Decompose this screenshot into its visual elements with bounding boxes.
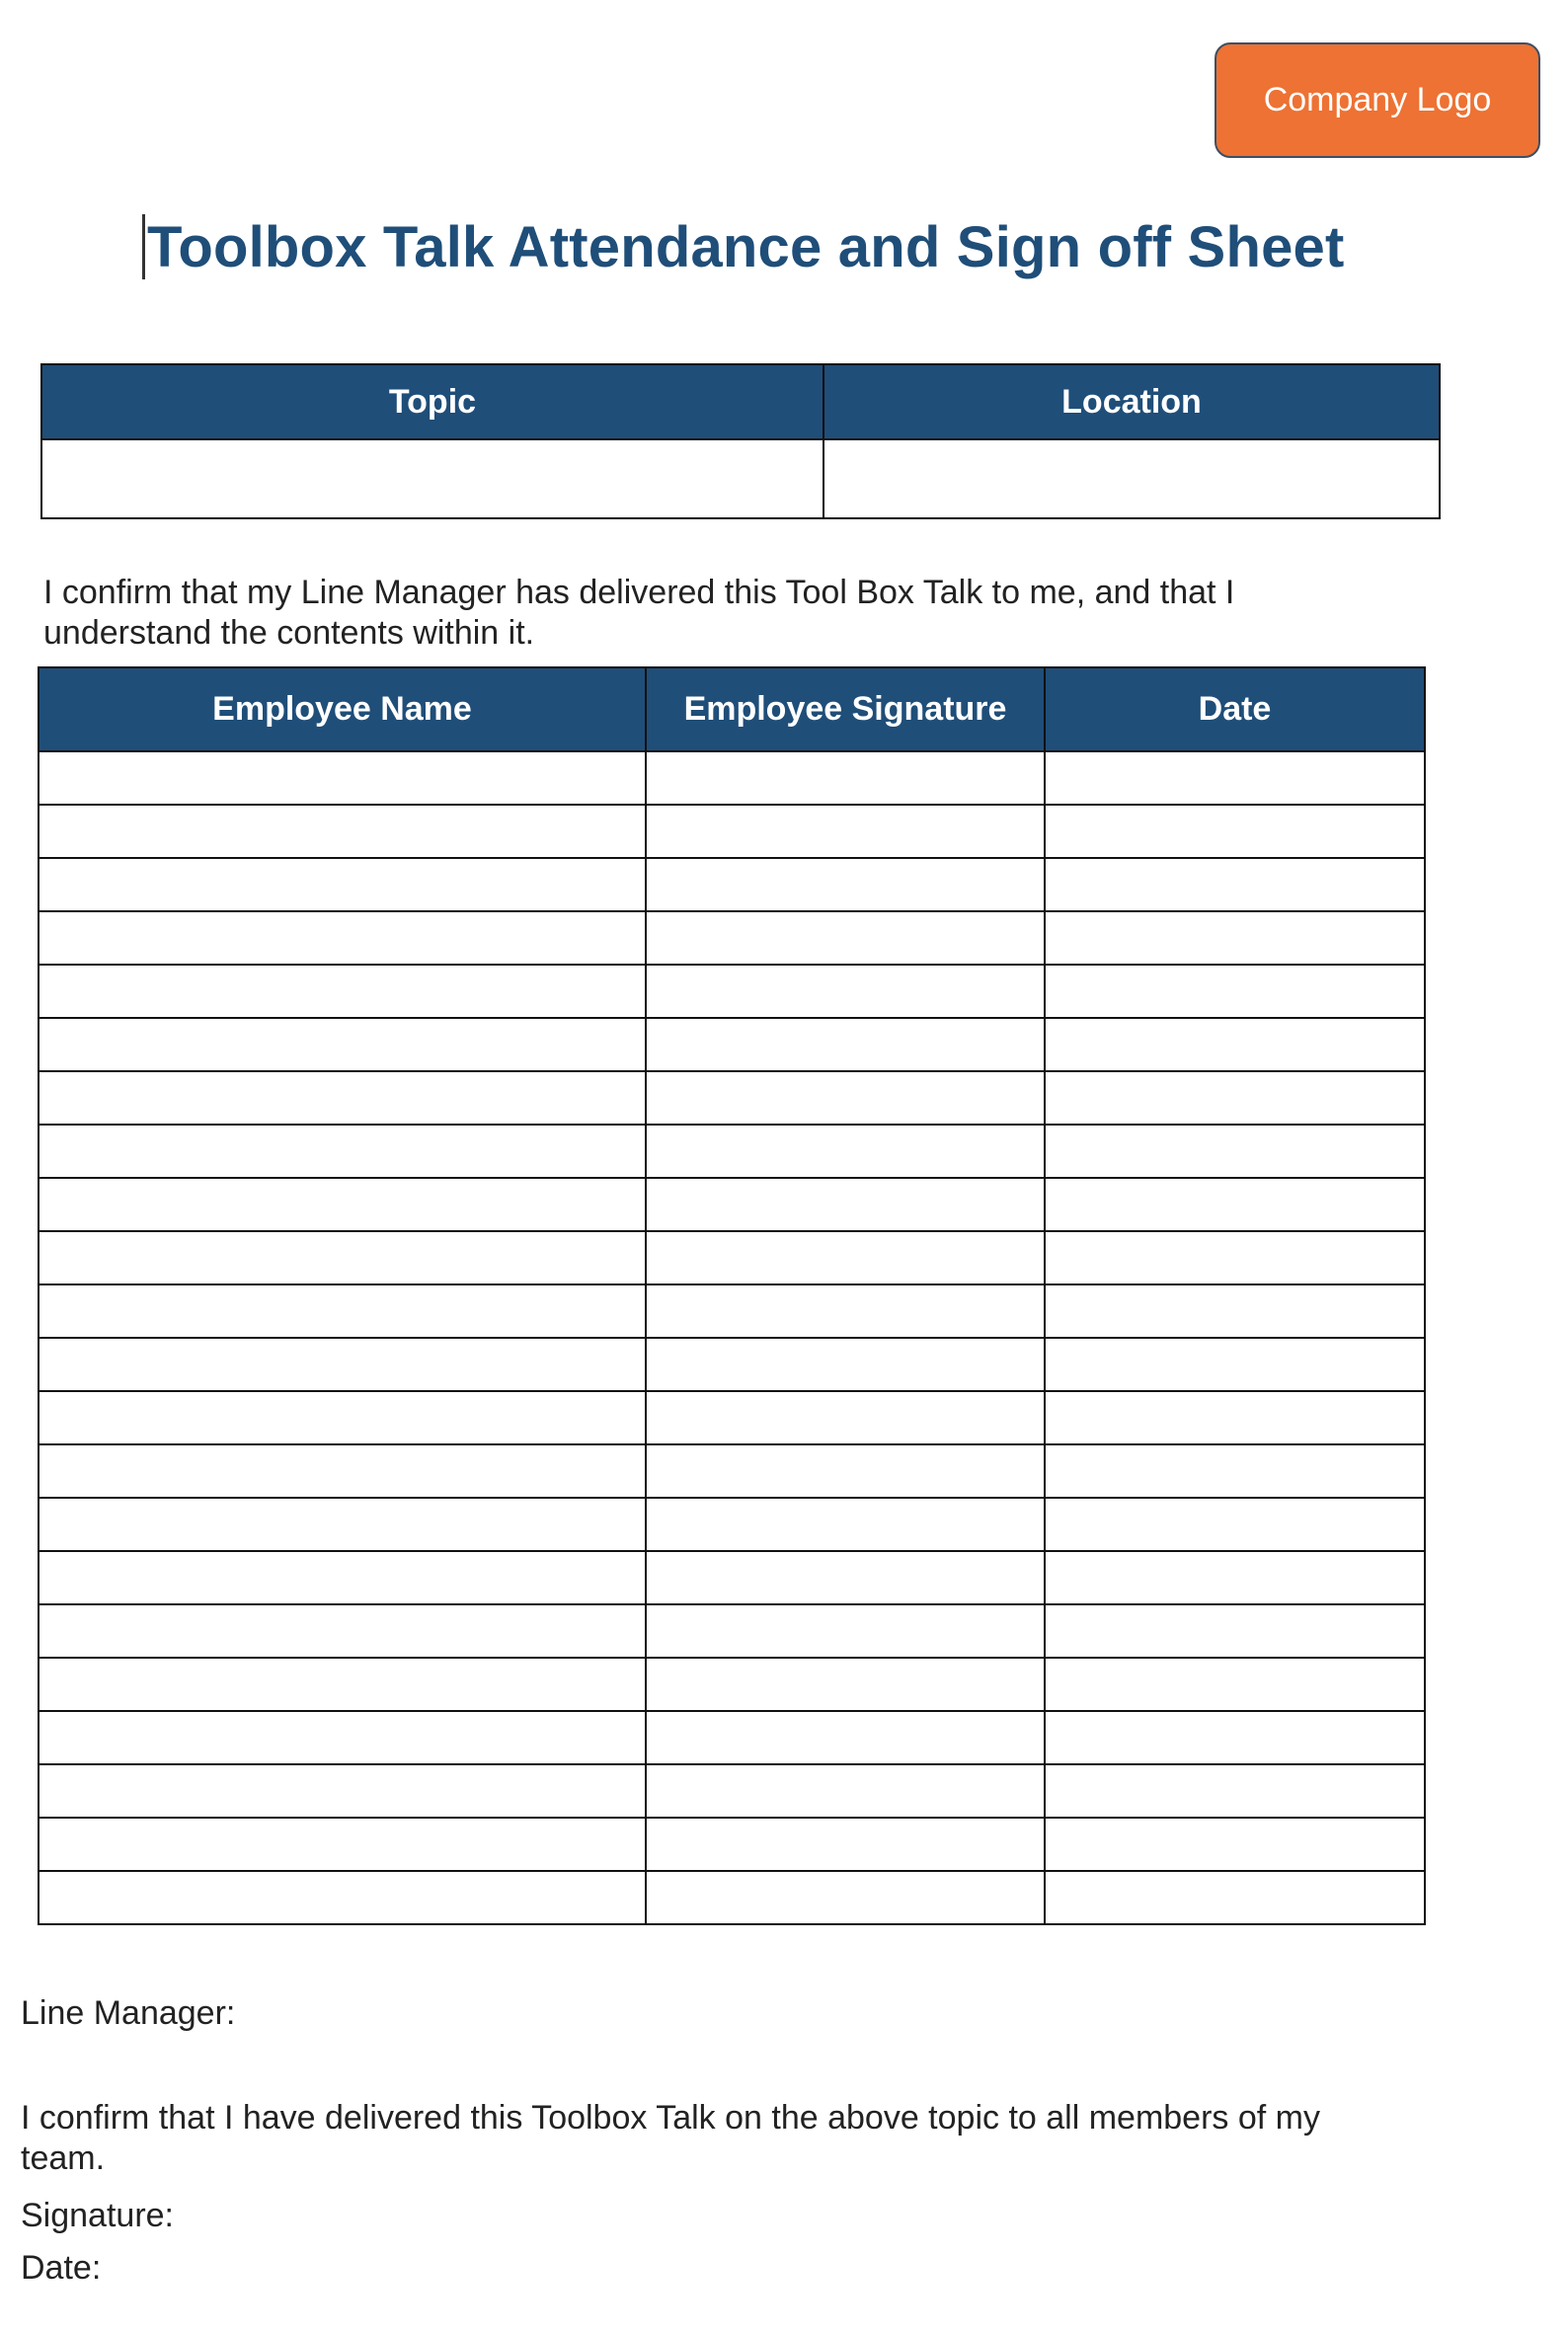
table-row <box>39 911 1425 965</box>
date-cell[interactable] <box>1045 965 1425 1018</box>
employee-signature-cell[interactable] <box>646 1764 1045 1818</box>
table-row <box>39 858 1425 911</box>
date-cell[interactable] <box>1045 1444 1425 1498</box>
table-row <box>39 1178 1425 1231</box>
table-row <box>39 1711 1425 1764</box>
attendance-table <box>38 666 1426 1925</box>
date-cell[interactable] <box>1045 1338 1425 1391</box>
date-header: Date <box>1045 667 1425 751</box>
employee-signature-cell[interactable] <box>646 1071 1045 1125</box>
date-cell[interactable] <box>1045 1818 1425 1871</box>
date-cell[interactable] <box>1045 805 1425 858</box>
table-row <box>39 1764 1425 1818</box>
text-cursor <box>142 214 145 279</box>
employee-signature-cell[interactable] <box>646 1604 1045 1658</box>
employee-signature-cell[interactable] <box>646 1338 1045 1391</box>
employee-signature-cell[interactable] <box>646 1711 1045 1764</box>
employee-name-cell[interactable] <box>39 1871 646 1924</box>
employee-name-cell[interactable] <box>39 1764 646 1818</box>
date-cell[interactable] <box>1045 1658 1425 1711</box>
employee-signature-cell[interactable] <box>646 911 1045 965</box>
table-row <box>39 1871 1425 1924</box>
table-row <box>39 1018 1425 1071</box>
employee-name-cell[interactable] <box>39 1498 646 1551</box>
employee-name-header: Employee Name <box>39 667 646 751</box>
employee-signature-cell[interactable] <box>646 1818 1045 1871</box>
employee-signature-cell[interactable] <box>646 1498 1045 1551</box>
employee-signature-cell[interactable] <box>646 805 1045 858</box>
employee-name-cell[interactable] <box>39 911 646 965</box>
employee-name-cell[interactable] <box>39 751 646 805</box>
employee-name-cell[interactable] <box>39 1018 646 1071</box>
employee-name-cell[interactable] <box>39 1658 646 1711</box>
page-title-wrap <box>142 211 1345 282</box>
date-cell[interactable] <box>1045 1551 1425 1604</box>
employee-signature-cell[interactable] <box>646 1125 1045 1178</box>
employee-signature-cell[interactable] <box>646 1871 1045 1924</box>
date-cell[interactable] <box>1045 1125 1425 1178</box>
employee-name-cell[interactable] <box>39 805 646 858</box>
date-cell[interactable] <box>1045 1231 1425 1284</box>
employee-signature-cell[interactable] <box>646 1178 1045 1231</box>
employee-signature-header: Employee Signature <box>646 667 1045 751</box>
company-logo <box>1215 42 1540 158</box>
date-cell[interactable] <box>1045 1871 1425 1924</box>
date-cell[interactable] <box>1045 1178 1425 1231</box>
table-row <box>39 1125 1425 1178</box>
date-cell[interactable] <box>1045 858 1425 911</box>
table-row <box>39 751 1425 805</box>
employee-name-cell[interactable] <box>39 1125 646 1178</box>
table-row <box>39 1604 1425 1658</box>
date-cell[interactable] <box>1045 1498 1425 1551</box>
employee-confirm-statement: I confirm that my Line Manager has delivered this Tool Box Talk to me, and that I understand the contents within it. <box>43 574 1235 652</box>
employee-signature-cell[interactable] <box>646 1284 1045 1338</box>
table-row <box>39 1071 1425 1125</box>
employee-name-cell[interactable] <box>39 1391 646 1444</box>
date-cell[interactable] <box>1045 1711 1425 1764</box>
location-cell[interactable] <box>823 439 1440 518</box>
date-cell[interactable] <box>1045 911 1425 965</box>
employee-signature-cell[interactable] <box>646 1658 1045 1711</box>
employee-signature-cell[interactable] <box>646 1231 1045 1284</box>
table-row <box>39 1391 1425 1444</box>
table-row <box>39 805 1425 858</box>
table-row <box>39 1338 1425 1391</box>
employee-name-cell[interactable] <box>39 1284 646 1338</box>
signature-label: Signature: <box>21 2197 174 2234</box>
employee-signature-cell[interactable] <box>646 1391 1045 1444</box>
employee-signature-cell[interactable] <box>646 1551 1045 1604</box>
date-cell[interactable] <box>1045 1764 1425 1818</box>
manager-confirm-statement: I confirm that I have delivered this Toolbox Talk on the above topic to all members of my team. <box>21 2099 1320 2177</box>
employee-name-cell[interactable] <box>39 1818 646 1871</box>
date-cell[interactable] <box>1045 1604 1425 1658</box>
company-logo-label: Company Logo <box>1263 81 1492 118</box>
employee-name-cell[interactable] <box>39 1551 646 1604</box>
topic-location-table <box>40 363 1441 519</box>
table-row <box>39 1284 1425 1338</box>
table-row <box>39 1231 1425 1284</box>
employee-name-cell[interactable] <box>39 1338 646 1391</box>
page-title: Toolbox Talk Attendance and Sign off Sheet <box>147 214 1345 279</box>
employee-name-cell[interactable] <box>39 965 646 1018</box>
table-row <box>39 1551 1425 1604</box>
employee-name-cell[interactable] <box>39 1604 646 1658</box>
employee-name-cell[interactable] <box>39 1711 646 1764</box>
employee-signature-cell[interactable] <box>646 858 1045 911</box>
date-cell[interactable] <box>1045 1391 1425 1444</box>
employee-name-cell[interactable] <box>39 1178 646 1231</box>
date-label: Date: <box>21 2249 102 2287</box>
employee-signature-cell[interactable] <box>646 1444 1045 1498</box>
employee-signature-cell[interactable] <box>646 1018 1045 1071</box>
table-row <box>39 1818 1425 1871</box>
employee-signature-cell[interactable] <box>646 965 1045 1018</box>
employee-name-cell[interactable] <box>39 1071 646 1125</box>
table-row <box>39 1658 1425 1711</box>
table-row <box>39 1498 1425 1551</box>
employee-name-cell[interactable] <box>39 1231 646 1284</box>
topic-header: Topic <box>41 364 823 439</box>
attendance-rows <box>39 751 1425 1924</box>
employee-name-cell[interactable] <box>39 858 646 911</box>
topic-cell[interactable] <box>41 439 823 518</box>
location-header: Location <box>823 364 1440 439</box>
date-cell[interactable] <box>1045 1284 1425 1338</box>
line-manager-label: Line Manager: <box>21 1994 236 2032</box>
date-cell[interactable] <box>1045 1071 1425 1125</box>
employee-signature-cell[interactable] <box>646 751 1045 805</box>
table-row <box>39 1444 1425 1498</box>
date-cell[interactable] <box>1045 751 1425 805</box>
date-cell[interactable] <box>1045 1018 1425 1071</box>
table-row <box>39 965 1425 1018</box>
employee-name-cell[interactable] <box>39 1444 646 1498</box>
